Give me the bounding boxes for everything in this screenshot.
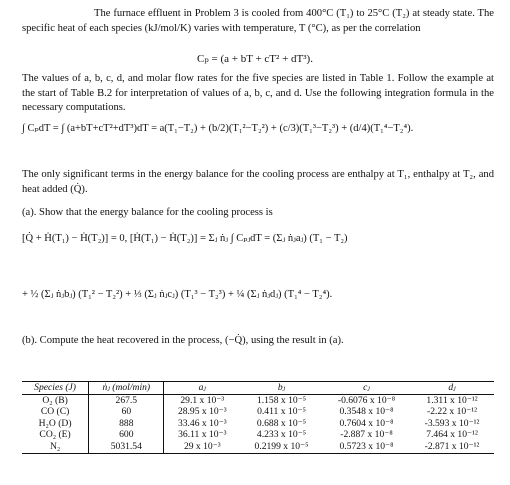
coef-a: 33.46 x 10⁻³ [177,417,227,429]
coef-d: -2.22 x 10⁻¹² [427,406,478,418]
energy-balance-equation-line2: + ½ (Σⱼ ṅⱼbⱼ) (T₁² − T₂²) + ⅓ (Σⱼ ṅⱼcⱼ) (T₁³ − T₂³) + ¼ (Σⱼ ṅⱼdⱼ) (T₁⁴ − T₂⁴). [22,289,333,300]
energy-terms-paragraph: The only significant terms in the energy balance for the cooling process are enthalpy at T₁, enthalpy at T₂, and heat added (Q̇). [22,169,494,195]
coef-b: 1.158 x 10⁻⁵ [256,394,307,406]
correlation-equation: Cₚ = (a + bT + cT² + dT³). [197,53,313,65]
species-name: CO₂ (E) [22,429,89,441]
molar-flow: 267.5 [89,394,164,406]
part-a-prompt: (a). Show that the energy balance for the cooling process is [22,207,273,218]
coef-a: 29 x 10⁻³ [183,440,221,452]
instructions-paragraph: The values of a, b, c, d, and molar flow rates for the five species are listed in Table 1. Follow the example at the start of Table B.2 for interpretation of values of a, b, c, and d. Use the following integration formula in the necessary computations. [22,73,494,113]
molar-flow: 600 [89,429,164,441]
table-row [22,418,494,430]
coef-d: 7.464 x 10⁻¹² [426,429,478,441]
energy-balance-equation-line1: [Q̇ + Ḣ(T₁) − Ḣ(T₂)] = 0, [Ḣ(T₁) − Ḣ(T₂)] = Σⱼ ṅⱼ ∫ CₚⱼdT = (Σⱼ ṅⱼaⱼ) (T₁ − T₂) [22,233,348,244]
coef-d: -3.593 x 10⁻¹² [424,417,480,429]
species-name: N₂ [22,441,89,453]
species-name: H₂O (D) [22,418,89,430]
table-row [22,429,494,441]
intro-paragraph: The furnace effluent in Problem 3 is cooled from 400°C (T₁) to 25°C (T₂) at steady state. The specific heat of each species (kJ/mol/K) varies with temperature, T (°C), as per the correlation [22,8,494,34]
coef-c: -0.6076 x 10⁻⁸ [337,394,396,406]
coef-b: 0.688 x 10⁻⁵ [256,417,307,429]
species-name: O₂ (B) [22,394,89,406]
header-d: dⱼ [448,382,456,393]
header-b: bⱼ [277,382,286,393]
coef-c: 0.3548 x 10⁻⁸ [339,406,394,418]
table-row [22,394,494,406]
coef-a: 29.1 x 10⁻³ [180,394,225,406]
species-name: CO (C) [22,406,89,418]
table-row [22,441,494,453]
coef-c: 0.7604 x 10⁻⁸ [339,417,394,429]
header-molar-flow: ṅⱼ (mol/min) [89,382,164,395]
table-header-row [22,382,494,395]
species-data-table [22,381,494,454]
header-species: Species (J) [22,382,89,395]
part-b-prompt: (b). Compute the heat recovered in the process, (−Q̇), using the result in (a). [22,335,344,346]
coef-a: 28.95 x 10⁻³ [177,406,227,418]
coef-c: 0.5723 x 10⁻⁸ [339,440,394,452]
coef-d: 1.311 x 10⁻¹² [426,394,478,406]
coef-d: -2.871 x 10⁻¹² [424,440,480,452]
molar-flow: 888 [89,418,164,430]
integral-equation: ∫ CₚdT = ∫ (a+bT+cT²+dT³)dT = a(T₁−T₂) + (b/2)(T₁²−T₂²) + (c/3)(T₁³−T₂³) + (d/4)(T₁⁴−T₂⁴). [22,123,414,134]
coef-b: 0.411 x 10⁻⁵ [257,406,306,418]
molar-flow: 60 [89,406,164,418]
table-row [22,406,494,418]
coef-c: -2.887 x 10⁻⁸ [340,429,393,441]
coef-b: 4.233 x 10⁻⁵ [256,429,307,441]
coef-b: 0.2199 x 10⁻⁵ [254,440,309,452]
molar-flow: 5031.54 [89,441,164,453]
header-a: aⱼ [198,382,206,393]
header-c: cⱼ [363,382,370,393]
coef-a: 36.11 x 10⁻³ [178,429,227,441]
